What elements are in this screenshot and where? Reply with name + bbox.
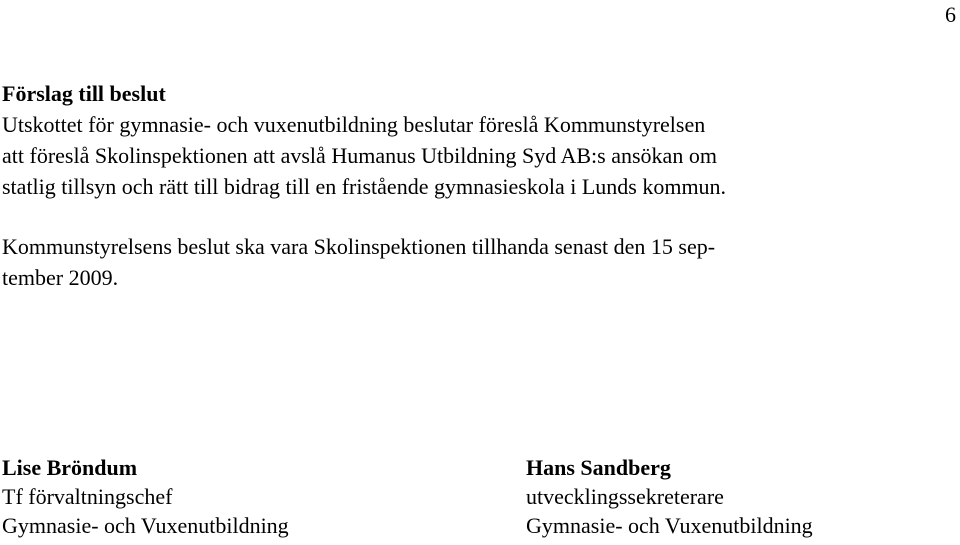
text-line: statlig tillsyn och rätt till bidrag till en fristående gymnasieskola i Lunds kommun. xyxy=(2,174,727,199)
text-line: tember 2009. xyxy=(2,265,119,290)
section-heading: Förslag till beslut xyxy=(2,81,166,106)
signatory-name: Hans Sandberg xyxy=(526,455,671,480)
document-body xyxy=(2,78,952,293)
signature-left xyxy=(2,453,289,540)
signature-block xyxy=(0,453,960,543)
signatory-name: Lise Bröndum xyxy=(2,455,138,480)
page-number: 6 xyxy=(945,2,956,27)
text-line: att föreslå Skolinspektionen att avslå Humanus Utbildning Syd AB:s ansökan om xyxy=(2,143,717,168)
signatory-department: Gymnasie- och Vuxenutbildning xyxy=(526,513,813,538)
signatory-role: utvecklingssekreterare xyxy=(526,484,724,509)
text-line: Kommunstyrelsens beslut ska vara Skolinspektionen tillhanda senast den 15 sep- xyxy=(2,234,716,259)
text-line: Utskottet för gymnasie- och vuxenutbildning beslutar föreslå Kommunstyrelsen xyxy=(2,112,706,137)
signatory-role: Tf förvaltningschef xyxy=(2,484,173,509)
proposal-paragraph xyxy=(2,109,952,202)
signatory-department: Gymnasie- och Vuxenutbildning xyxy=(2,513,289,538)
deadline-paragraph xyxy=(2,231,952,293)
signature-right xyxy=(526,453,813,540)
